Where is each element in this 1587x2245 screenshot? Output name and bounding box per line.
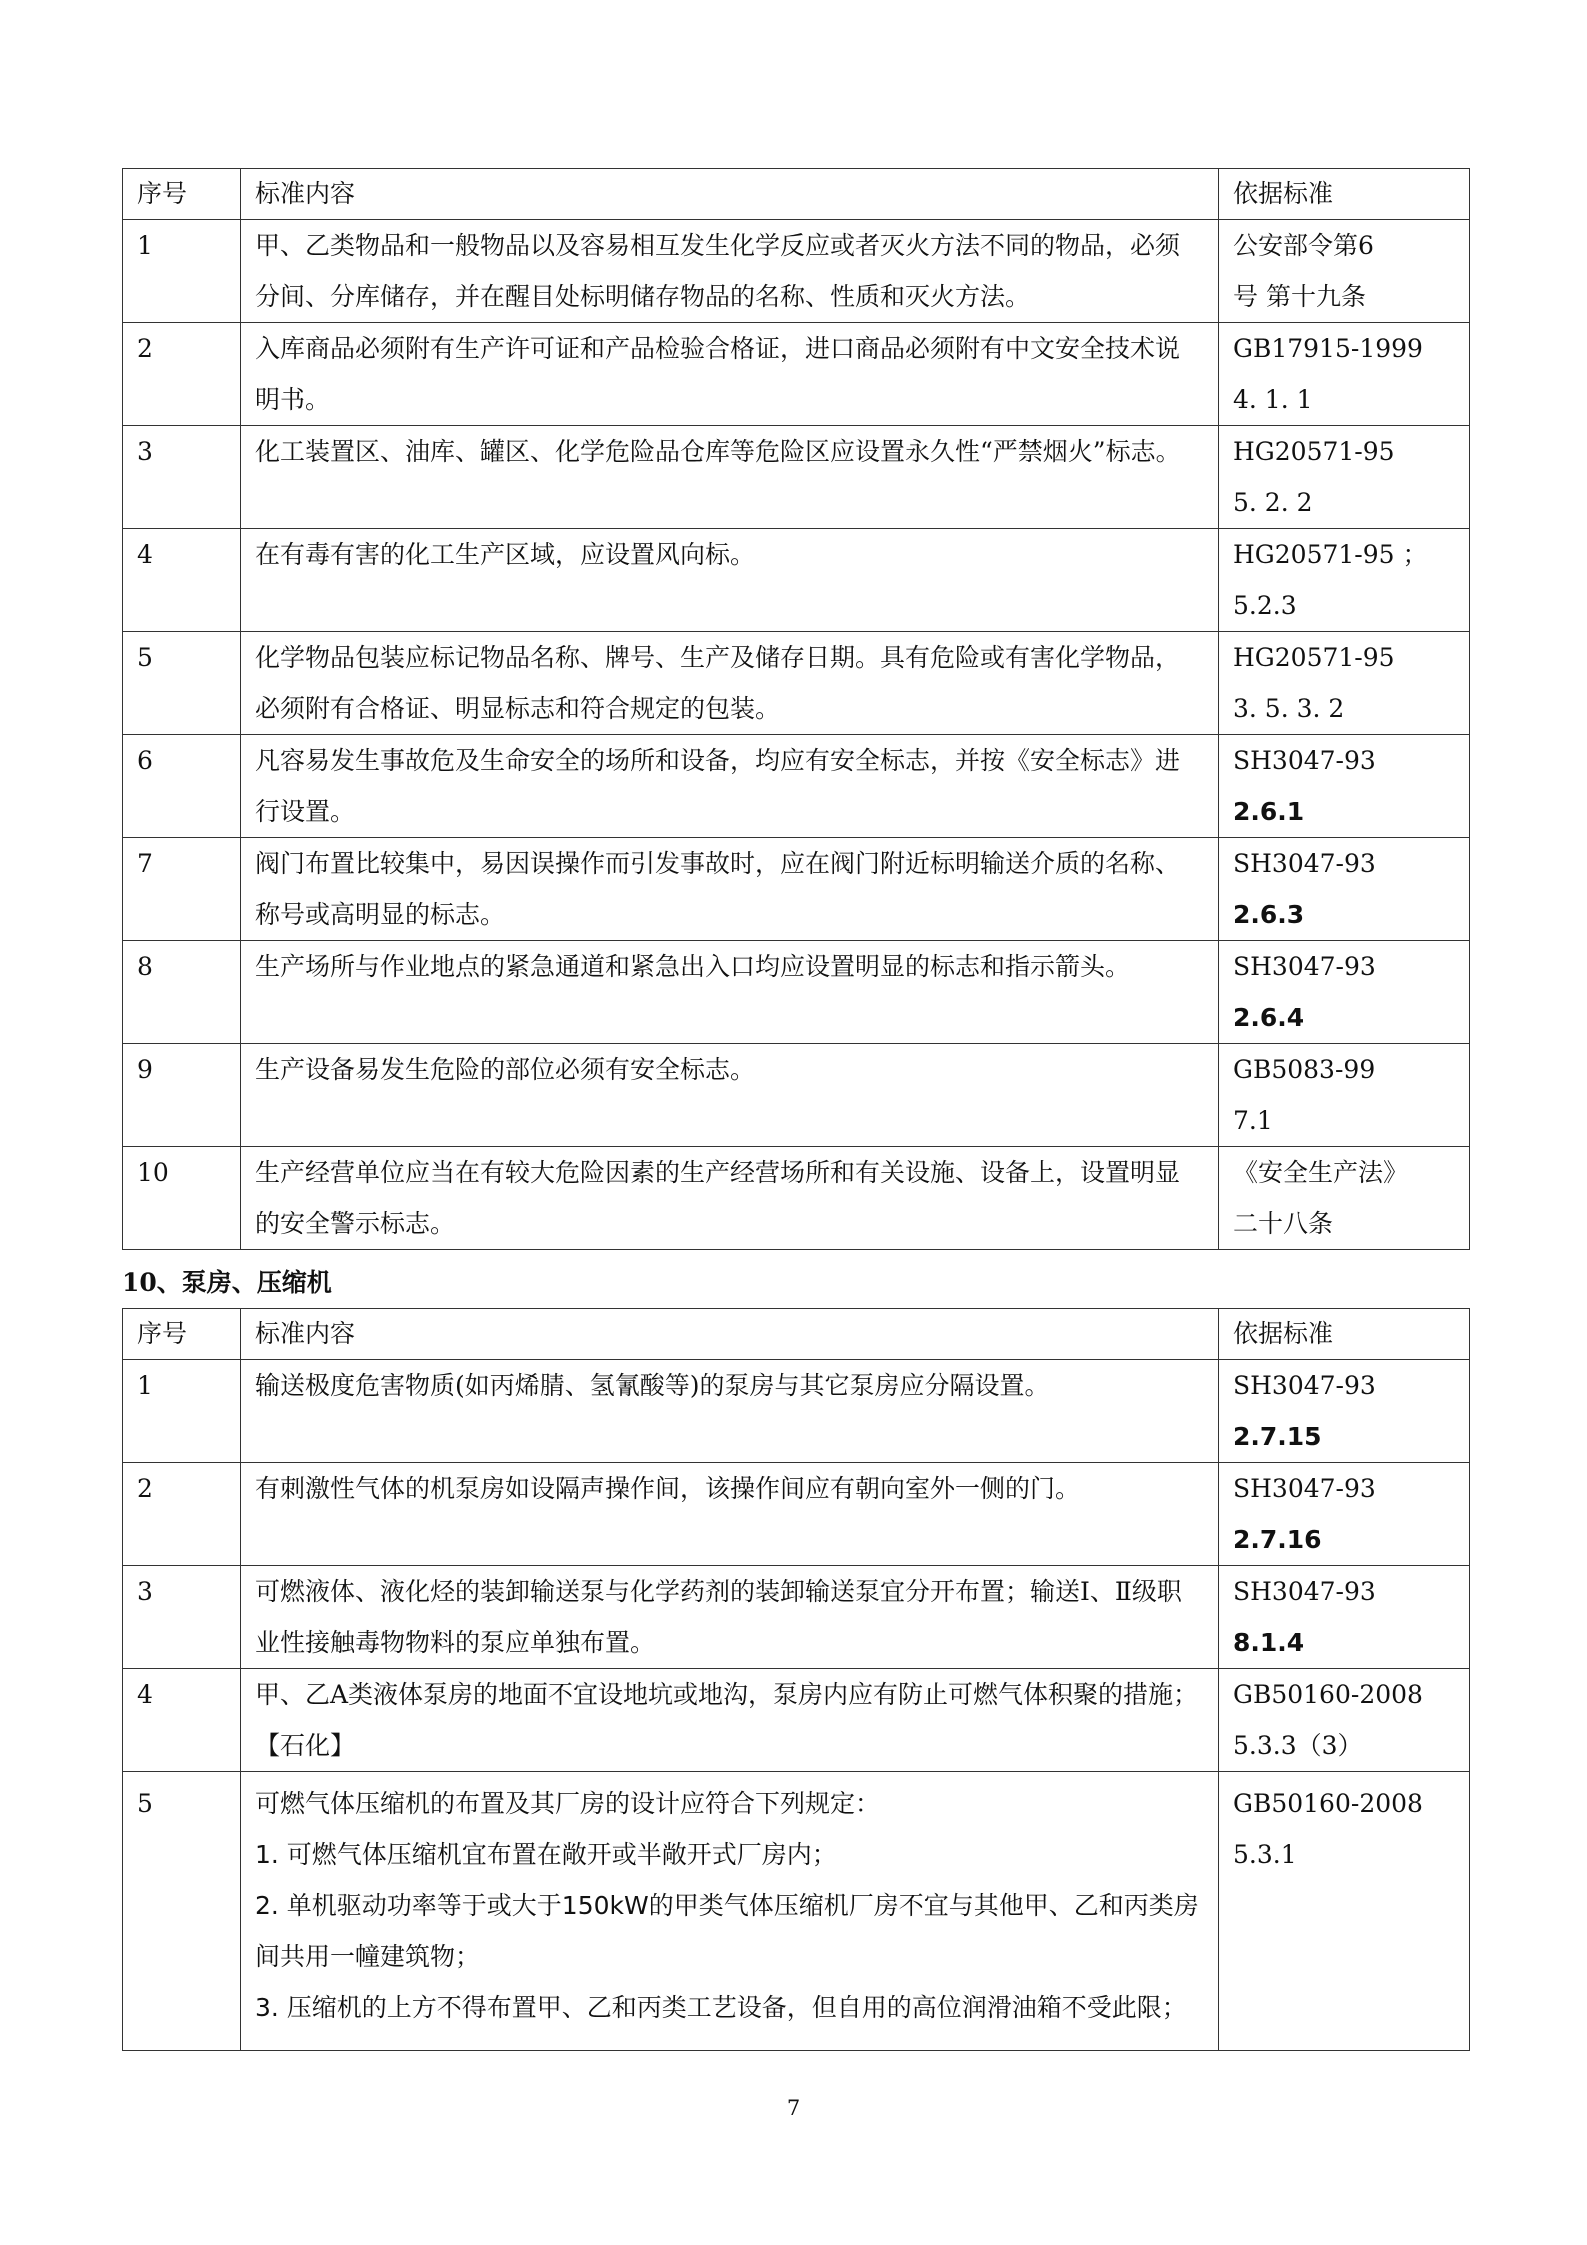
- table-row: [123, 529, 1470, 632]
- row-number: 5: [123, 632, 241, 735]
- reference-code: GB5083-99: [1233, 1055, 1376, 1084]
- row-reference: [1219, 1669, 1470, 1772]
- reference-clause: 2.7.16: [1233, 1525, 1322, 1554]
- row-number: 2: [123, 323, 241, 426]
- row-reference: [1219, 1772, 1470, 2051]
- reference-clause: 2.6.4: [1233, 1003, 1305, 1032]
- table-row: [123, 1566, 1470, 1669]
- row-content-text: 甲、乙类物品和一般物品以及容易相互发生化学反应或者灭火方法不同的物品，必须分间、分库储存，并在醒目处标明储存物品的名称、性质和灭火方法。: [255, 231, 1181, 311]
- table-row: [123, 1772, 1470, 2051]
- reference-code: GB17915-1999: [1233, 334, 1423, 363]
- reference-clause: 2.7.15: [1233, 1422, 1322, 1451]
- reference-clause: 8.1.4: [1233, 1628, 1305, 1657]
- table-header-row: [123, 169, 1470, 220]
- row-content-text: 化工装置区、油库、罐区、化学危险品仓库等危险区应设置永久性“严禁烟火”标志。: [255, 437, 1181, 466]
- reference-code: SH3047-93: [1233, 952, 1376, 981]
- table-row: [123, 426, 1470, 529]
- row-content: [241, 1360, 1219, 1463]
- header-no: 序号: [123, 1309, 241, 1360]
- row-content: [241, 735, 1219, 838]
- table-row: [123, 1147, 1470, 1250]
- row-content: [241, 529, 1219, 632]
- row-reference: [1219, 838, 1470, 941]
- row-content-text: 输送极度危害物质(如丙烯腈、氢氰酸等)的泵房与其它泵房应分隔设置。: [255, 1371, 1050, 1400]
- row-reference: [1219, 426, 1470, 529]
- reference-code: 公安部令第6: [1233, 231, 1374, 260]
- row-reference: [1219, 632, 1470, 735]
- row-content: [241, 1772, 1219, 2051]
- reference-code: HG20571-95: [1233, 643, 1395, 672]
- header-reference: 依据标准: [1219, 169, 1470, 220]
- row-content-text: 生产经营单位应当在有较大危险因素的生产经营场所和有关设施、设备上，设置明显的安全警示标志。: [255, 1158, 1181, 1238]
- reference-clause: 7.1: [1233, 1106, 1273, 1135]
- header-reference: 依据标准: [1219, 1309, 1470, 1360]
- table-row: [123, 1044, 1470, 1147]
- row-number: 3: [123, 426, 241, 529]
- row-number: 4: [123, 529, 241, 632]
- row-reference: [1219, 220, 1470, 323]
- reference-clause: 号 第十九条: [1233, 282, 1366, 311]
- row-content: [241, 838, 1219, 941]
- row-content: [241, 941, 1219, 1044]
- row-content-text: 入库商品必须附有生产许可证和产品检验合格证，进口商品必须附有中文安全技术说明书。: [255, 334, 1181, 414]
- row-number: 9: [123, 1044, 241, 1147]
- row-content-text: 凡容易发生事故危及生命安全的场所和设备，均应有安全标志，并按《安全标志》进行设置。: [255, 746, 1181, 826]
- row-reference: [1219, 1360, 1470, 1463]
- row-reference: [1219, 1566, 1470, 1669]
- row-content-text: 可燃液体、液化烃的装卸输送泵与化学药剂的装卸输送泵宜分开布置；输送Ⅰ、Ⅱ级职业性接触毒物物料的泵应单独布置。: [255, 1577, 1182, 1657]
- reference-clause: 5.3.3（3）: [1233, 1731, 1363, 1760]
- reference-clause: 2.6.1: [1233, 797, 1305, 826]
- table-row: [123, 323, 1470, 426]
- header-no: 序号: [123, 169, 241, 220]
- row-reference: [1219, 323, 1470, 426]
- page-number: 7: [786, 2096, 801, 2120]
- reference-clause: 3. 5. 3. 2: [1233, 694, 1345, 723]
- row-reference: [1219, 1463, 1470, 1566]
- row-reference: [1219, 941, 1470, 1044]
- row-content: [241, 632, 1219, 735]
- row-content: [241, 426, 1219, 529]
- row-reference: [1219, 1147, 1470, 1250]
- row-content-text: 可燃气体压缩机的布置及其厂房的设计应符合下列规定：: [255, 1789, 881, 1818]
- row-content: [241, 1147, 1219, 1250]
- row-content-text: 阀门布置比较集中，易因误操作而引发事故时，应在阀门附近标明输送介质的名称、称号或高明显的标志。: [255, 849, 1181, 929]
- row-content-text: 有刺激性气体的机泵房如设隔声操作间，该操作间应有朝向室外一侧的门。: [255, 1474, 1081, 1503]
- table-row: [123, 1463, 1470, 1566]
- table-row: [123, 838, 1470, 941]
- header-content: 标准内容: [241, 169, 1219, 220]
- table-row: [123, 220, 1470, 323]
- reference-code: GB50160-2008: [1233, 1680, 1423, 1709]
- row-content: [241, 1566, 1219, 1669]
- row-number: 5: [123, 1772, 241, 2051]
- list-item: 1. 可燃气体压缩机宜布置在敞开或半敞开式厂房内；: [255, 1840, 837, 1869]
- list-item: 3. 压缩机的上方不得布置甲、乙和丙类工艺设备，但自用的高位润滑油箱不受此限；: [255, 1993, 1187, 2022]
- row-number: 8: [123, 941, 241, 1044]
- table-header-row: [123, 1309, 1470, 1360]
- reference-code: HG20571-95 ；: [1233, 540, 1428, 569]
- row-number: 1: [123, 220, 241, 323]
- list-item: 2. 单机驱动功率等于或大于150kW的甲类气体压缩机厂房不宜与其他甲、乙和丙类房间共用一幢建筑物；: [255, 1891, 1199, 1971]
- row-content: [241, 220, 1219, 323]
- row-content-text: 在有毒有害的化工生产区域，应设置风向标。: [255, 540, 756, 569]
- reference-code: HG20571-95: [1233, 437, 1395, 466]
- row-number: 3: [123, 1566, 241, 1669]
- reference-clause: 2.6.3: [1233, 900, 1305, 929]
- row-reference: [1219, 529, 1470, 632]
- table-row: [123, 941, 1470, 1044]
- reference-clause: 二十八条: [1233, 1209, 1334, 1238]
- table-row: [123, 1669, 1470, 1772]
- reference-code: SH3047-93: [1233, 849, 1376, 878]
- row-number: 6: [123, 735, 241, 838]
- reference-code: SH3047-93: [1233, 746, 1376, 775]
- row-reference: [1219, 735, 1470, 838]
- row-number: 10: [123, 1147, 241, 1250]
- table-row: [123, 735, 1470, 838]
- row-content: [241, 323, 1219, 426]
- row-content-text: 化学物品包装应标记物品名称、牌号、生产及储存日期。具有危险或有害化学物品，必须附有合格证、明显标志和符合规定的包装。: [255, 643, 1181, 723]
- row-content-text: 甲、乙A类液体泵房的地面不宜设地坑或地沟，泵房内应有防止可燃气体积聚的措施；【石化】: [255, 1680, 1199, 1760]
- reference-clause: 5.3.1: [1233, 1840, 1297, 1869]
- row-number: 1: [123, 1360, 241, 1463]
- standards-table-2: [122, 1308, 1470, 2051]
- section-title: 10、泵房、压缩机: [122, 1268, 332, 1297]
- row-number: 4: [123, 1669, 241, 1772]
- reference-code: 《安全生产法》: [1233, 1158, 1409, 1187]
- row-content: [241, 1669, 1219, 1772]
- row-content-text: 生产场所与作业地点的紧急通道和紧急出入口均应设置明显的标志和指示箭头。: [255, 952, 1131, 981]
- reference-code: GB50160-2008: [1233, 1789, 1423, 1818]
- header-content: 标准内容: [241, 1309, 1219, 1360]
- row-content: [241, 1463, 1219, 1566]
- row-content: [241, 1044, 1219, 1147]
- reference-clause: 4. 1. 1: [1233, 385, 1313, 414]
- table-row: [123, 1360, 1470, 1463]
- reference-clause: 5.2.3: [1233, 591, 1297, 620]
- reference-code: SH3047-93: [1233, 1474, 1376, 1503]
- reference-clause: 5. 2. 2: [1233, 488, 1313, 517]
- row-reference: [1219, 1044, 1470, 1147]
- row-content-text: 生产设备易发生危险的部位必须有安全标志。: [255, 1055, 756, 1084]
- standards-table-1: [122, 168, 1470, 1250]
- reference-code: SH3047-93: [1233, 1371, 1376, 1400]
- table-row: [123, 632, 1470, 735]
- reference-code: SH3047-93: [1233, 1577, 1376, 1606]
- row-number: 2: [123, 1463, 241, 1566]
- row-number: 7: [123, 838, 241, 941]
